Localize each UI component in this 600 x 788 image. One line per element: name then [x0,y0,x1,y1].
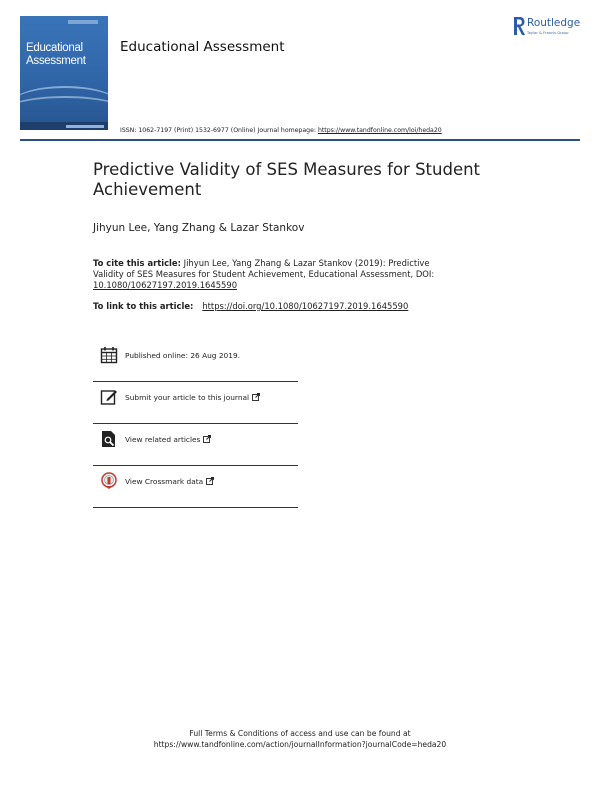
terms-text: Full Terms & Conditions of access and use can be found at [189,729,411,738]
related-articles-label: View related articles [125,435,201,444]
article-info-box [93,340,298,508]
cite-doi-link[interactable]: 10.1080/10627197.2019.1645590 [93,280,238,290]
cite-text: Jihyun Lee, Yang Zhang & Lazar Stankov (2019): Predictive Validity of SES Measures for Student Achievement, Educational Assessment, DOI: [93,258,435,279]
related-articles-link[interactable] [125,435,211,444]
article-link-line [93,301,408,311]
edit-icon [100,388,118,406]
issn-line [120,127,442,134]
cover-bottom-mark [66,125,104,128]
published-row [93,340,298,382]
journal-title: Educational Assessment [120,39,285,55]
routledge-r-icon [512,16,526,36]
article-title: Predictive Validity of SES Measures for Student Achievement [93,160,481,199]
external-link-icon [206,477,214,485]
cite-label: To cite this article: [93,258,181,268]
citation-block [93,258,453,291]
crossmark-link[interactable] [125,477,214,486]
terms-footer [0,728,600,750]
publisher-logo [512,16,584,42]
external-link-icon [252,393,260,401]
journal-cover [20,16,108,130]
article-authors: Jihyun Lee, Yang Zhang & Lazar Stankov [93,222,305,234]
related-articles-icon [100,430,118,448]
article-doi-link[interactable]: https://doi.org/10.1080/10627197.2019.1645590 [202,301,409,311]
journal-homepage-link[interactable]: https://www.tandfonline.com/loi/heda20 [317,127,442,134]
terms-url[interactable]: https://www.tandfonline.com/action/journalInformation?journalCode=heda20 [153,740,447,749]
cover-title-line2: Assessment [26,55,86,67]
submit-article-link[interactable] [125,393,260,402]
submit-article-label: Submit your article to this journal [125,393,250,402]
external-link-icon [203,435,211,443]
cover-title-line1: Educational [26,42,83,54]
link-label: To link to this article: [93,301,197,311]
publisher-name: Routledge [527,17,581,29]
publisher-subtitle: Taylor & Francis Group [527,31,569,35]
crossmark-row[interactable] [93,466,298,508]
issn-text: ISSN: 1062-7197 (Print) 1532-6977 (Online) Journal homepage: [120,127,318,134]
published-date: Published online: 26 Aug 2019. [125,351,241,360]
cover-top-strip [68,20,98,24]
crossmark-label: View Crossmark data [125,477,204,486]
related-articles-row[interactable] [93,424,298,466]
calendar-icon [100,346,118,364]
header-divider [20,139,580,141]
crossmark-icon [100,472,118,490]
submit-article-row[interactable] [93,382,298,424]
